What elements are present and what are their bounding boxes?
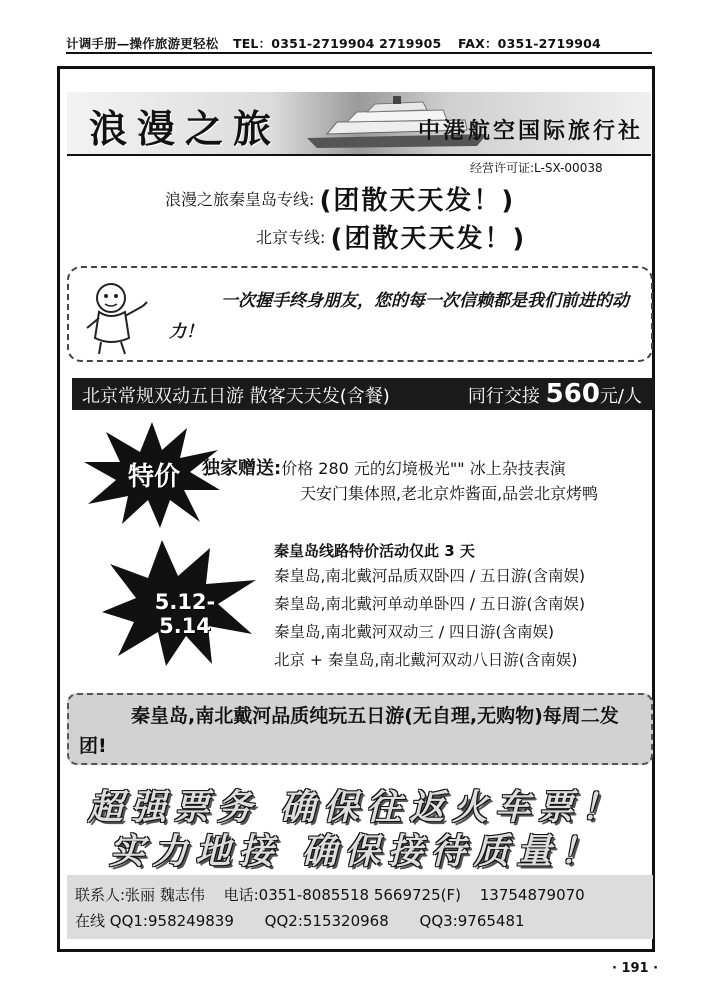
- promo-price: 560: [545, 379, 600, 409]
- gift-text-1: 价格 280 元的幻境极光"" 冰上杂技表演: [281, 459, 566, 478]
- top-header: [66, 34, 650, 54]
- promo-price-suffix: 元/人: [599, 386, 642, 407]
- gift-line1: [202, 456, 566, 481]
- slogan-reception: 实力地接 确保接待质量！: [109, 831, 603, 872]
- contact-row: [75, 884, 585, 905]
- header-fax: FAX：0351-2719904: [457, 36, 601, 51]
- route-line-beijing: [256, 218, 526, 255]
- date-badge: 5.12-5.14: [154, 590, 216, 638]
- contact-phone: 电话:0351-8085518 5669725(F): [223, 886, 461, 904]
- contact-mobile: 13754879070: [479, 886, 585, 904]
- promo-title: 北京常规双动五日游 散客天天发(含餐): [82, 386, 390, 407]
- routes-title: 秦皇岛线路特价活动仅此 3 天: [274, 542, 475, 560]
- list-item: 秦皇岛,南北戴河单动单卧四 / 五日游(含南娱): [274, 595, 586, 613]
- promo-price-prefix: 同行交接: [467, 386, 540, 407]
- special-offer-box: [67, 693, 653, 765]
- license-number: 经营许可证:L-SX-00038: [470, 161, 603, 175]
- contact-persons: 联系人:张丽 魏志伟: [75, 886, 205, 904]
- banner: [67, 92, 651, 154]
- contact-qq3: QQ3:9765481: [419, 912, 525, 930]
- special-offer-text: 秦皇岛,南北戴河品质纯玩五日游(无自理,无购物)每周二发团!: [79, 705, 619, 757]
- banner-rule: [67, 154, 651, 156]
- mascot-icon: [81, 276, 153, 356]
- contact-box: [67, 875, 653, 939]
- quote-text: 一次握手终身朋友，您的每一次信赖都是我们前进的动力！: [169, 291, 629, 342]
- route-line-qinhuangdao: [165, 180, 515, 217]
- banner-title: 浪漫之旅: [89, 106, 282, 151]
- page-number: · 191 ·: [612, 961, 659, 976]
- quote-box: [67, 266, 653, 362]
- header-rule: [66, 52, 652, 54]
- special-price-badge: 特价: [127, 462, 180, 492]
- slogan-ticketing: 超强票务 确保往返火车票！: [87, 787, 625, 828]
- line-value: (团散天天发！): [330, 224, 527, 254]
- contact-row: [75, 910, 525, 931]
- line-label: 浪漫之旅秦皇岛专线:: [165, 190, 315, 209]
- contact-qq1: 在线 QQ1:958249839: [75, 912, 234, 930]
- list-item: 秦皇岛,南北戴河品质双卧四 / 五日游(含南娱): [274, 567, 586, 585]
- gift-label: 独家赠送:: [202, 458, 282, 479]
- list-item: 秦皇岛,南北戴河双动三 / 四日游(含南娱): [274, 623, 555, 641]
- list-item: 北京 + 秦皇岛,南北戴河双动八日游(含南娱): [274, 651, 578, 669]
- gift-text-2: 天安门集体照,老北京炸酱面,品尝北京烤鸭: [300, 484, 599, 503]
- company-name: 中港航空国际旅行社: [417, 118, 643, 144]
- promo-bar: [72, 378, 654, 410]
- header-slogan: 计调手册—操作旅游更轻松: [66, 36, 219, 51]
- line-label: 北京专线:: [256, 228, 326, 247]
- line-value: (团散天天发！): [319, 186, 516, 216]
- header-tel: TEL：0351-2719904 2719905: [232, 36, 442, 51]
- contact-qq2: QQ2:515320968: [264, 912, 389, 930]
- route-list: [274, 540, 585, 674]
- promo-price-block: [468, 379, 642, 409]
